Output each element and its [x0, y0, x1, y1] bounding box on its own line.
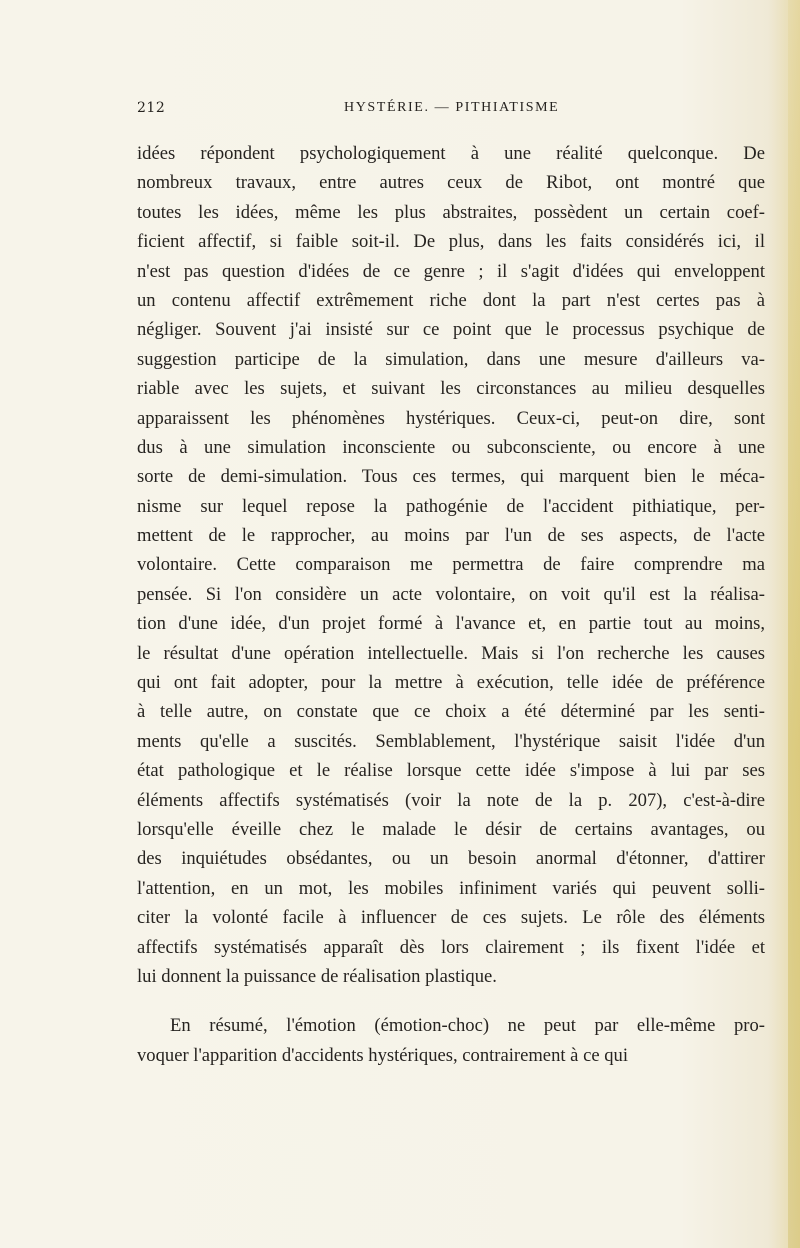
- page-edge-stain: [788, 0, 800, 1248]
- paragraph-spacer: [137, 991, 765, 1011]
- text-line: l'attention, en un mot, les mobiles infiniment variés qui peuvent solli-: [137, 877, 765, 899]
- text-line: toutes les idées, même les plus abstraites, possèdent un certain coef-: [137, 201, 765, 223]
- text-line: apparaissent les phénomènes hystériques. Ceux-ci, peut-on dire, sont: [137, 407, 765, 429]
- text-line: le résultat d'une opération intellectuelle. Mais si l'on recherche les causes: [137, 642, 765, 664]
- text-line: éléments affectifs systématisés (voir la note de la p. 207), c'est-à-dire: [137, 789, 765, 811]
- page-number: 212: [137, 100, 166, 116]
- text-line: mettent de le rapprocher, au moins par l'un de ses aspects, de l'acte: [137, 525, 765, 547]
- body-text: [137, 139, 765, 1070]
- text-line: à telle autre, on constate que ce choix a été déterminé par les senti-: [137, 701, 765, 723]
- text-line: nisme sur lequel repose la pathogénie de l'accident pithiatique, per-: [137, 495, 765, 517]
- text-line: ments qu'elle a suscités. Semblablement, l'hystérique saisit l'idée d'un: [137, 730, 765, 752]
- text-line: lui donnent la puissance de réalisation plastique.: [137, 965, 497, 987]
- text-line: affectifs systématisés apparaît dès lors clairement ; ils fixent l'idée et: [137, 936, 765, 958]
- text-line: qui ont fait adopter, pour la mettre à exécution, telle idée de préférence: [137, 672, 765, 694]
- text-line: un contenu affectif extrêmement riche dont la part n'est certes pas à: [137, 289, 765, 311]
- text-line: tion d'une idée, d'un projet formé à l'avance et, en partie tout au moins,: [137, 613, 765, 635]
- text-line: citer la volonté facile à influencer de ces sujets. Le rôle des éléments: [137, 907, 765, 929]
- text-line: nombreux travaux, entre autres ceux de Ribot, ont montré que: [137, 172, 765, 194]
- text-line: sorte de demi-simulation. Tous ces termes, qui marquent bien le méca-: [137, 466, 765, 488]
- text-line: idées répondent psychologiquement à une réalité quelconque. De: [137, 143, 765, 164]
- running-head: HYSTÉRIE. — PITHIATISME: [344, 100, 560, 115]
- page-header: [137, 100, 765, 126]
- text-line: lorsqu'elle éveille chez le malade le désir de certains avantages, ou: [137, 818, 765, 840]
- text-line: négliger. Souvent j'ai insisté sur ce point que le processus psychique de: [137, 319, 765, 341]
- paragraph-1: [137, 139, 765, 991]
- text-line: suggestion participe de la simulation, dans une mesure d'ailleurs va-: [137, 348, 765, 370]
- text-line: volontaire. Cette comparaison me permettra de faire comprendre ma: [137, 554, 765, 576]
- paragraph-2: [137, 1011, 765, 1070]
- text-line: ficient affectif, si faible soit-il. De plus, dans les faits considérés ici, il: [137, 231, 765, 253]
- text-line: état pathologique et le réalise lorsque cette idée s'impose à lui par ses: [137, 760, 765, 782]
- text-line: voquer l'apparition d'accidents hystériques, contrairement à ce qui: [137, 1044, 628, 1066]
- text-line: En résumé, l'émotion (émotion-choc) ne peut par elle-même pro-: [170, 1015, 765, 1037]
- text-line: n'est pas question d'idées de ce genre ; il s'agit d'idées qui enveloppent: [137, 260, 765, 282]
- text-line: pensée. Si l'on considère un acte volontaire, on voit qu'il est la réalisa-: [137, 583, 765, 605]
- text-line: riable avec les sujets, et suivant les circonstances au milieu desquelles: [137, 378, 765, 400]
- text-line: dus à une simulation inconsciente ou subconsciente, ou encore à une: [137, 436, 765, 458]
- text-line: des inquiétudes obsédantes, ou un besoin anormal d'étonner, d'attirer: [137, 848, 765, 870]
